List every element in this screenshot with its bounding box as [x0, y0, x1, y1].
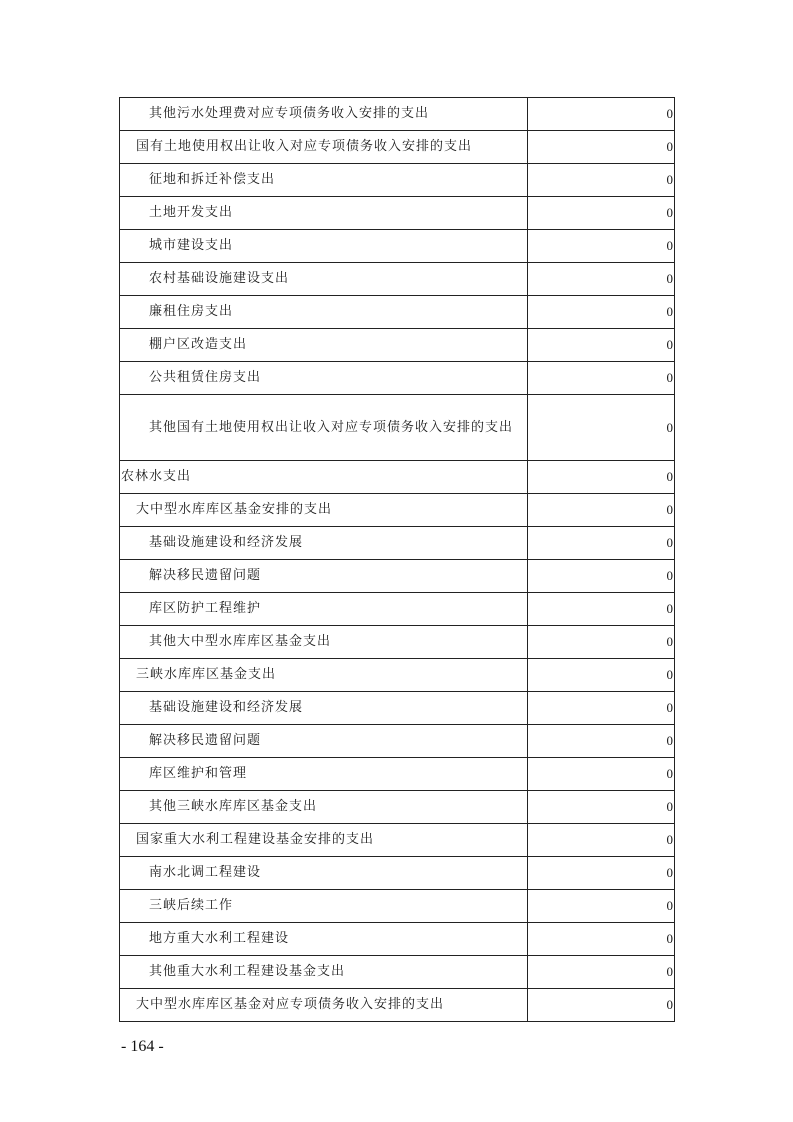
- row-value: 0: [528, 857, 675, 890]
- row-label: 土地开发支出: [120, 197, 528, 230]
- row-label: 其他国有土地使用权出让收入对应专项债务收入安排的支出: [120, 395, 528, 461]
- table-row: [120, 230, 675, 263]
- row-value: 0: [528, 362, 675, 395]
- row-label: 国有土地使用权出让收入对应专项债务收入安排的支出: [120, 131, 528, 164]
- row-value: 0: [528, 956, 675, 989]
- table-row: [120, 560, 675, 593]
- row-value: 0: [528, 197, 675, 230]
- row-value: 0: [528, 98, 675, 131]
- table-row: [120, 692, 675, 725]
- row-label: 地方重大水利工程建设: [120, 923, 528, 956]
- table-row: [120, 197, 675, 230]
- row-label: 廉租住房支出: [120, 296, 528, 329]
- budget-table: [119, 97, 675, 1022]
- budget-table-body: [120, 98, 675, 1022]
- table-row: [120, 791, 675, 824]
- row-value: 0: [528, 395, 675, 461]
- row-value: 0: [528, 296, 675, 329]
- page-number: - 164 -: [121, 1038, 164, 1055]
- table-row: [120, 659, 675, 692]
- row-value: 0: [528, 560, 675, 593]
- table-row: [120, 626, 675, 659]
- row-label: 其他污水处理费对应专项债务收入安排的支出: [120, 98, 528, 131]
- row-value: 0: [528, 692, 675, 725]
- row-label: 大中型水库库区基金安排的支出: [120, 494, 528, 527]
- row-value: 0: [528, 494, 675, 527]
- table-row: [120, 593, 675, 626]
- table-row: [120, 494, 675, 527]
- row-label: 公共租赁住房支出: [120, 362, 528, 395]
- table-row: [120, 890, 675, 923]
- table-row: [120, 725, 675, 758]
- row-label: 农村基础设施建设支出: [120, 263, 528, 296]
- row-label: 其他大中型水库库区基金支出: [120, 626, 528, 659]
- row-label: 南水北调工程建设: [120, 857, 528, 890]
- table-row: [120, 329, 675, 362]
- row-value: 0: [528, 329, 675, 362]
- row-value: 0: [528, 131, 675, 164]
- row-label: 解决移民遗留问题: [120, 560, 528, 593]
- row-value: 0: [528, 626, 675, 659]
- table-row: [120, 527, 675, 560]
- table-row: [120, 956, 675, 989]
- table-row: [120, 395, 675, 461]
- row-label: 农林水支出: [120, 461, 528, 494]
- row-value: 0: [528, 527, 675, 560]
- row-value: 0: [528, 791, 675, 824]
- row-value: 0: [528, 164, 675, 197]
- table-row: [120, 824, 675, 857]
- row-label: 三峡后续工作: [120, 890, 528, 923]
- row-value: 0: [528, 263, 675, 296]
- row-label: 棚户区改造支出: [120, 329, 528, 362]
- table-row: [120, 296, 675, 329]
- row-value: 0: [528, 923, 675, 956]
- table-row: [120, 857, 675, 890]
- row-label: 库区防护工程维护: [120, 593, 528, 626]
- row-value: 0: [528, 461, 675, 494]
- table-row: [120, 989, 675, 1022]
- row-label: 三峡水库库区基金支出: [120, 659, 528, 692]
- row-label: 基础设施建设和经济发展: [120, 692, 528, 725]
- row-value: 0: [528, 725, 675, 758]
- table-row: [120, 461, 675, 494]
- table-row: [120, 362, 675, 395]
- row-value: 0: [528, 890, 675, 923]
- row-value: 0: [528, 659, 675, 692]
- row-value: 0: [528, 989, 675, 1022]
- row-label: 国家重大水利工程建设基金安排的支出: [120, 824, 528, 857]
- row-label: 征地和拆迁补偿支出: [120, 164, 528, 197]
- row-value: 0: [528, 824, 675, 857]
- table-row: [120, 923, 675, 956]
- row-label: 解决移民遗留问题: [120, 725, 528, 758]
- table-row: [120, 164, 675, 197]
- row-value: 0: [528, 758, 675, 791]
- row-value: 0: [528, 593, 675, 626]
- row-label: 其他三峡水库库区基金支出: [120, 791, 528, 824]
- table-row: [120, 758, 675, 791]
- row-label: 库区维护和管理: [120, 758, 528, 791]
- row-label: 大中型水库库区基金对应专项债务收入安排的支出: [120, 989, 528, 1022]
- row-label: 城市建设支出: [120, 230, 528, 263]
- row-label: 基础设施建设和经济发展: [120, 527, 528, 560]
- table-row: [120, 131, 675, 164]
- row-label: 其他重大水利工程建设基金支出: [120, 956, 528, 989]
- row-value: 0: [528, 230, 675, 263]
- table-row: [120, 98, 675, 131]
- table-row: [120, 263, 675, 296]
